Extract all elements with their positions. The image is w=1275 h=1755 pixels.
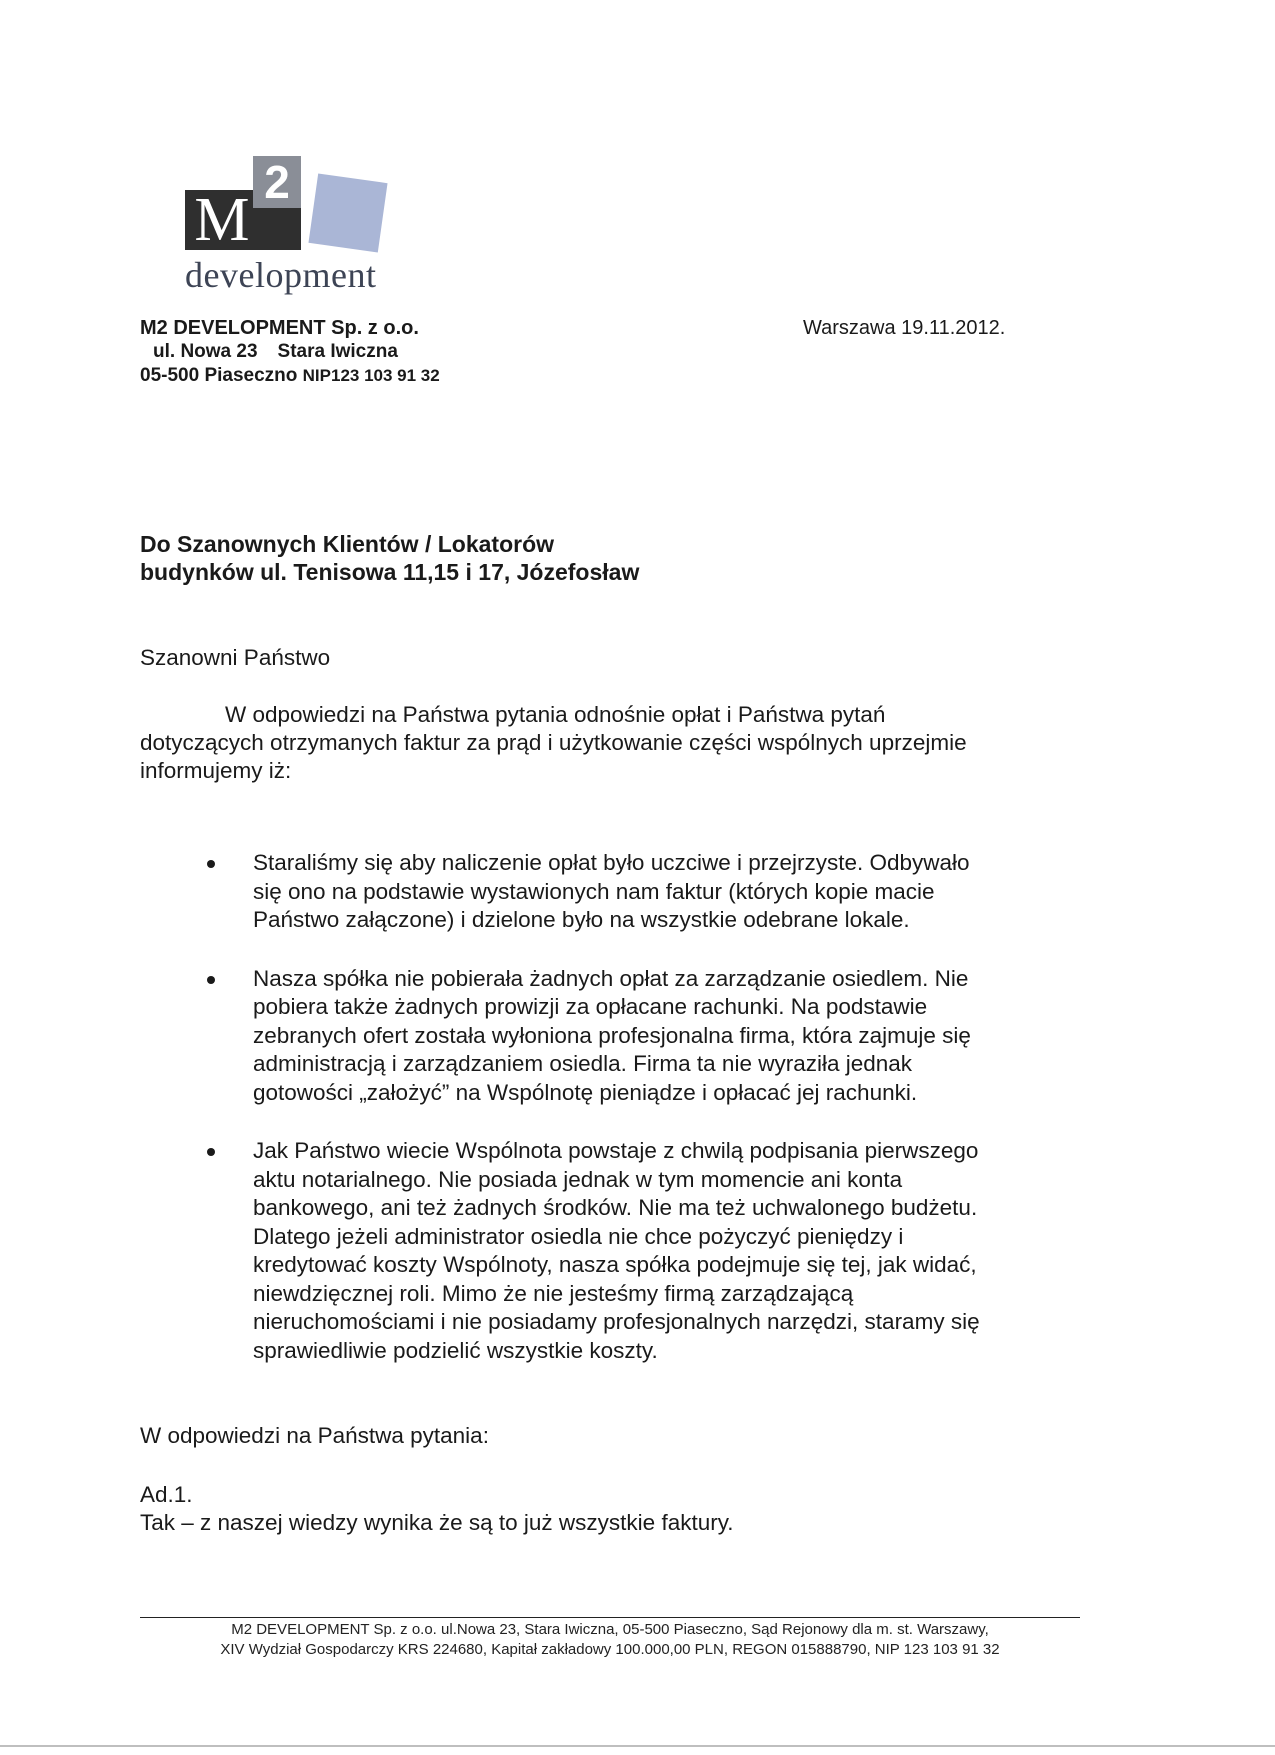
bullet-item xyxy=(207,849,1087,935)
logo-mark-m: M xyxy=(185,190,253,250)
footer-line-2: XIV Wydział Gospodarczy KRS 224680, Kapitał zakładowy 100.000,00 PLN, REGON 015888790, NIP 123 103 91 32 xyxy=(220,1641,1000,1658)
letter-date: Warszawa 19.11.2012. xyxy=(803,317,1006,339)
bullet-line: kredytować koszty Wspólnoty, nasza spółka podejmuje się tej, jak widać, xyxy=(253,1252,977,1277)
bullet-dot-icon xyxy=(207,976,215,984)
logo-square-shape xyxy=(308,173,387,252)
intro-line: W odpowiedzi na Państwa pytania odnośnie opłat i Państwa pytań xyxy=(225,702,886,727)
bullet-line: niewdzięcznej roli. Mimo że nie jesteśmy firmą zarządzającą xyxy=(253,1280,854,1306)
bullet-line: bankowego, ani też żadnych środków. Nie ma też uchwalonego budżetu. xyxy=(253,1195,978,1220)
letter-footer xyxy=(140,1620,1080,1660)
recipient-line-2: budynków ul. Tenisowa 11,15 i 17, Józefosław xyxy=(140,559,640,585)
recipient-line-1: Do Szanownych Klientów / Lokatorów xyxy=(140,531,555,557)
bullet-item xyxy=(207,965,1087,1108)
bullet-line: zebranych ofert została wyłoniona profesjonalna firma, która zajmuje się xyxy=(253,1022,971,1048)
sender-postal-line xyxy=(140,364,440,388)
bullet-line: się ono na podstawie wystawionych nam faktur (których kopie macie xyxy=(253,878,935,904)
answer-label: Ad.1. xyxy=(140,1482,193,1507)
sender-street: ul. Nowa 23 xyxy=(153,341,258,362)
bullet-line: aktu notarialnego. Nie posiada jednak w tym momencie ani konta xyxy=(253,1166,903,1192)
bullet-line: nieruchomościami i nie posiadamy profesjonalnych narzędzi, staramy się xyxy=(253,1309,980,1334)
bullet-list xyxy=(207,849,1087,1395)
intro-line: informujemy iż: xyxy=(140,758,292,783)
bullet-line: Jak Państwo wiecie Wspólnota powstaje z chwilą podpisania pierwszego xyxy=(253,1138,979,1163)
intro-line: dotyczących otrzymanych faktur za prąd i użytkowanie części wspólnych uprzejmie xyxy=(140,730,967,755)
bullet-line: pobiera także żadnych prowizji za opłacane rachunki. Na podstawie xyxy=(253,994,928,1019)
sender-street-line xyxy=(140,340,440,364)
sender-nip: NIP123 103 91 32 xyxy=(302,366,440,385)
sender-address xyxy=(140,316,440,388)
answers-heading: W odpowiedzi na Państwa pytania: xyxy=(140,1423,489,1448)
bullet-item xyxy=(207,1137,1087,1365)
bullet-line: administracją i zarządzaniem osiedla. Firma ta nie wyraziła jednak xyxy=(253,1051,913,1076)
sender-company: M2 DEVELOPMENT Sp. z o.o. xyxy=(140,317,419,339)
bullet-line: Staraliśmy się aby naliczenie opłat było uczciwe i przejrzyste. Odbywało xyxy=(253,850,970,875)
bullet-line: Nasza spółka nie pobierała żadnych opłat za zarządzanie osiedlem. Nie xyxy=(253,965,969,991)
logo-mark-2: 2 xyxy=(253,156,301,208)
sender-postal: 05-500 Piaseczno xyxy=(140,365,298,386)
intro-paragraph xyxy=(140,701,1070,785)
bullet-dot-icon xyxy=(207,1148,215,1156)
logo-dark-block xyxy=(253,208,301,250)
bullet-dot-icon xyxy=(207,860,215,868)
footer-divider xyxy=(140,1617,1080,1618)
scan-edge-line xyxy=(0,1745,1275,1747)
company-logo xyxy=(185,150,415,300)
bullet-line: gotowości „założyć” na Wspólnotę pieniądze i opłacać jej rachunki. xyxy=(253,1079,918,1105)
answer-text: Tak – z naszej wiedzy wynika że są to już wszystkie faktury. xyxy=(140,1510,734,1535)
logo-wordmark: development xyxy=(185,255,377,295)
answer-ad-1 xyxy=(140,1481,734,1537)
bullet-line: Dlatego jeżeli administrator osiedla nie chce pożyczyć pieniędzy i xyxy=(253,1223,904,1249)
bullet-line: sprawiedliwie podzielić wszystkie koszty. xyxy=(253,1337,658,1363)
bullet-line: Państwo załączone) i dzielone było na wszystkie odebrane lokale. xyxy=(253,907,910,932)
footer-line-1: M2 DEVELOPMENT Sp. z o.o. ul.Nowa 23, Stara Iwiczna, 05-500 Piaseczno, Sąd Rejonowy dla m. st. Warszawy, xyxy=(231,1621,989,1638)
sender-locality: Stara Iwiczna xyxy=(277,341,398,362)
recipient-block xyxy=(140,530,639,586)
greeting: Szanowni Państwo xyxy=(140,645,331,670)
